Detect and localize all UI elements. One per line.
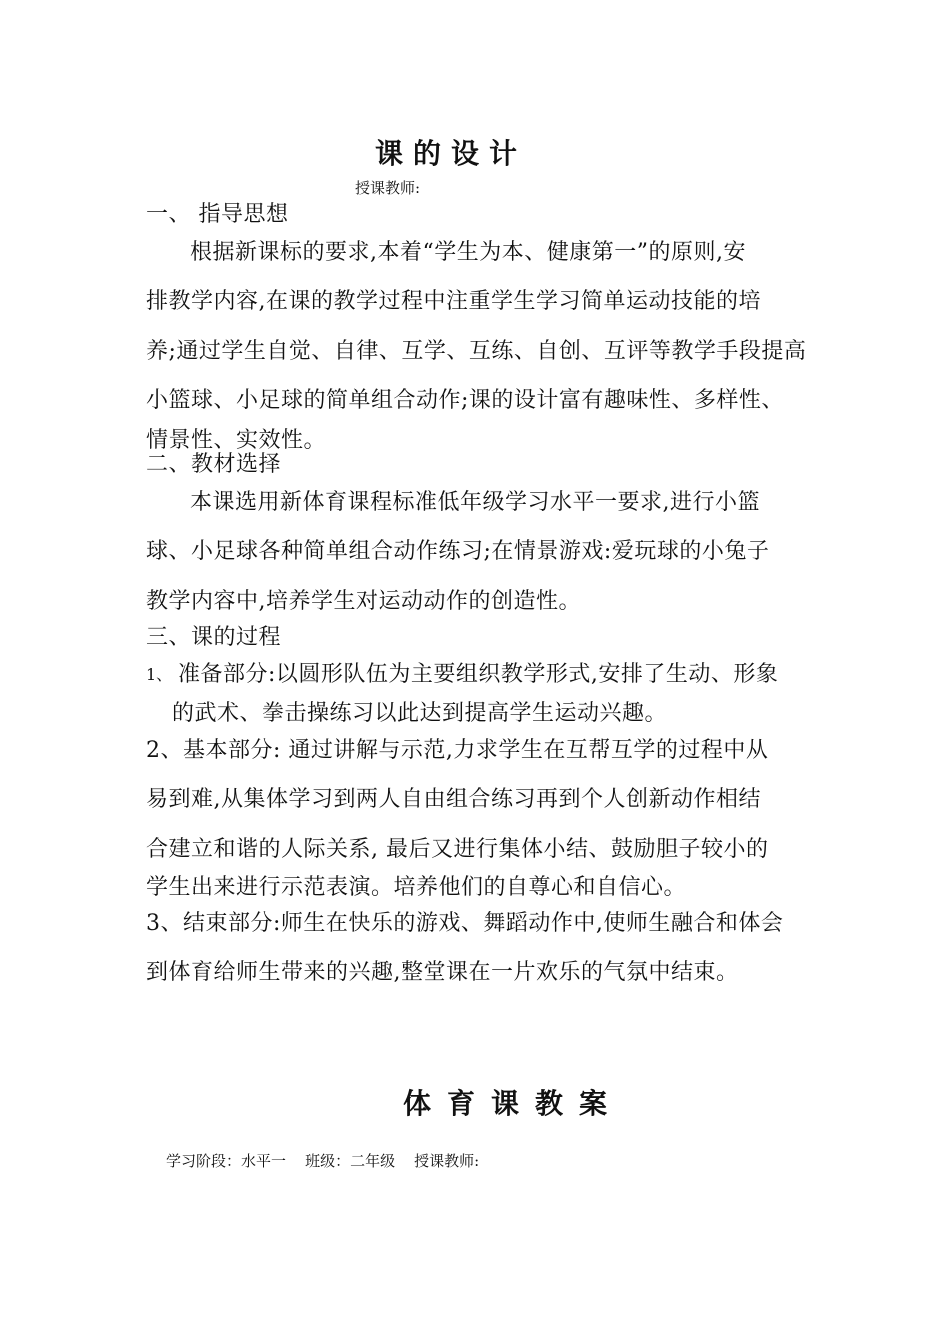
teacher-label: 授课教师: bbox=[355, 179, 421, 197]
lesson-plan-title: 体育课教案 bbox=[403, 1087, 624, 1120]
ending-line: 到体育给师生带来的兴趣,整堂课在一片欢乐的气氛中结束。 bbox=[146, 960, 739, 985]
ending-line: 3、结束部分:师生在快乐的游戏、舞蹈动作中,使师生融合和体会 bbox=[146, 911, 784, 936]
guiding-line: 养;通过学生自觉、自律、互学、互练、自创、互评等教学手段提高 bbox=[146, 339, 807, 364]
guiding-line: 排教学内容,在课的教学过程中注重学生学习简单运动技能的培 bbox=[146, 289, 761, 314]
guiding-line: 情景性、实效性。 bbox=[146, 428, 327, 453]
basic-line: 合建立和谐的人际关系, 最后又进行集体小结、鼓励胆子较小的 bbox=[146, 837, 769, 862]
item-number-1: 1、 bbox=[146, 665, 173, 684]
heading-guiding-thought: 一、 指导思想 bbox=[146, 202, 289, 227]
guiding-line: 小篮球、小足球的简单组合动作;课的设计富有趣味性、多样性、 bbox=[146, 388, 784, 413]
basic-line: 2、基本部分: 通过讲解与示范,力求学生在互帮互学的过程中从 bbox=[146, 738, 769, 763]
prep-line: 准备部分:以圆形队伍为主要组织教学形式,安排了生动、形象 bbox=[178, 662, 779, 687]
lesson-info: 学习阶段：水平一 班级：二年级 授课教师: bbox=[166, 1152, 480, 1170]
basic-line: 易到难,从集体学习到两人自由组合练习再到个人创新动作相结 bbox=[146, 787, 761, 812]
prep-line: 的武术、拳击操练习以此达到提高学生运动兴趣。 bbox=[172, 701, 668, 726]
guiding-line: 根据新课标的要求,本着“学生为本、健康第一”的原则,安 bbox=[190, 240, 746, 265]
course-design-title: 课的设计 bbox=[375, 137, 528, 170]
material-line: 教学内容中,培养学生对运动动作的创造性。 bbox=[146, 589, 581, 614]
heading-material-selection: 二、教材选择 bbox=[146, 452, 282, 477]
basic-line: 学生出来进行示范表演。培养他们的自尊心和自信心。 bbox=[146, 875, 687, 900]
heading-course-process: 三、课的过程 bbox=[146, 625, 282, 650]
material-line: 本课选用新体育课程标准低年级学习水平一要求,进行小篮 bbox=[190, 490, 760, 515]
material-line: 球、小足球各种简单组合动作练习;在情景游戏:爱玩球的小兔子 bbox=[146, 539, 770, 564]
